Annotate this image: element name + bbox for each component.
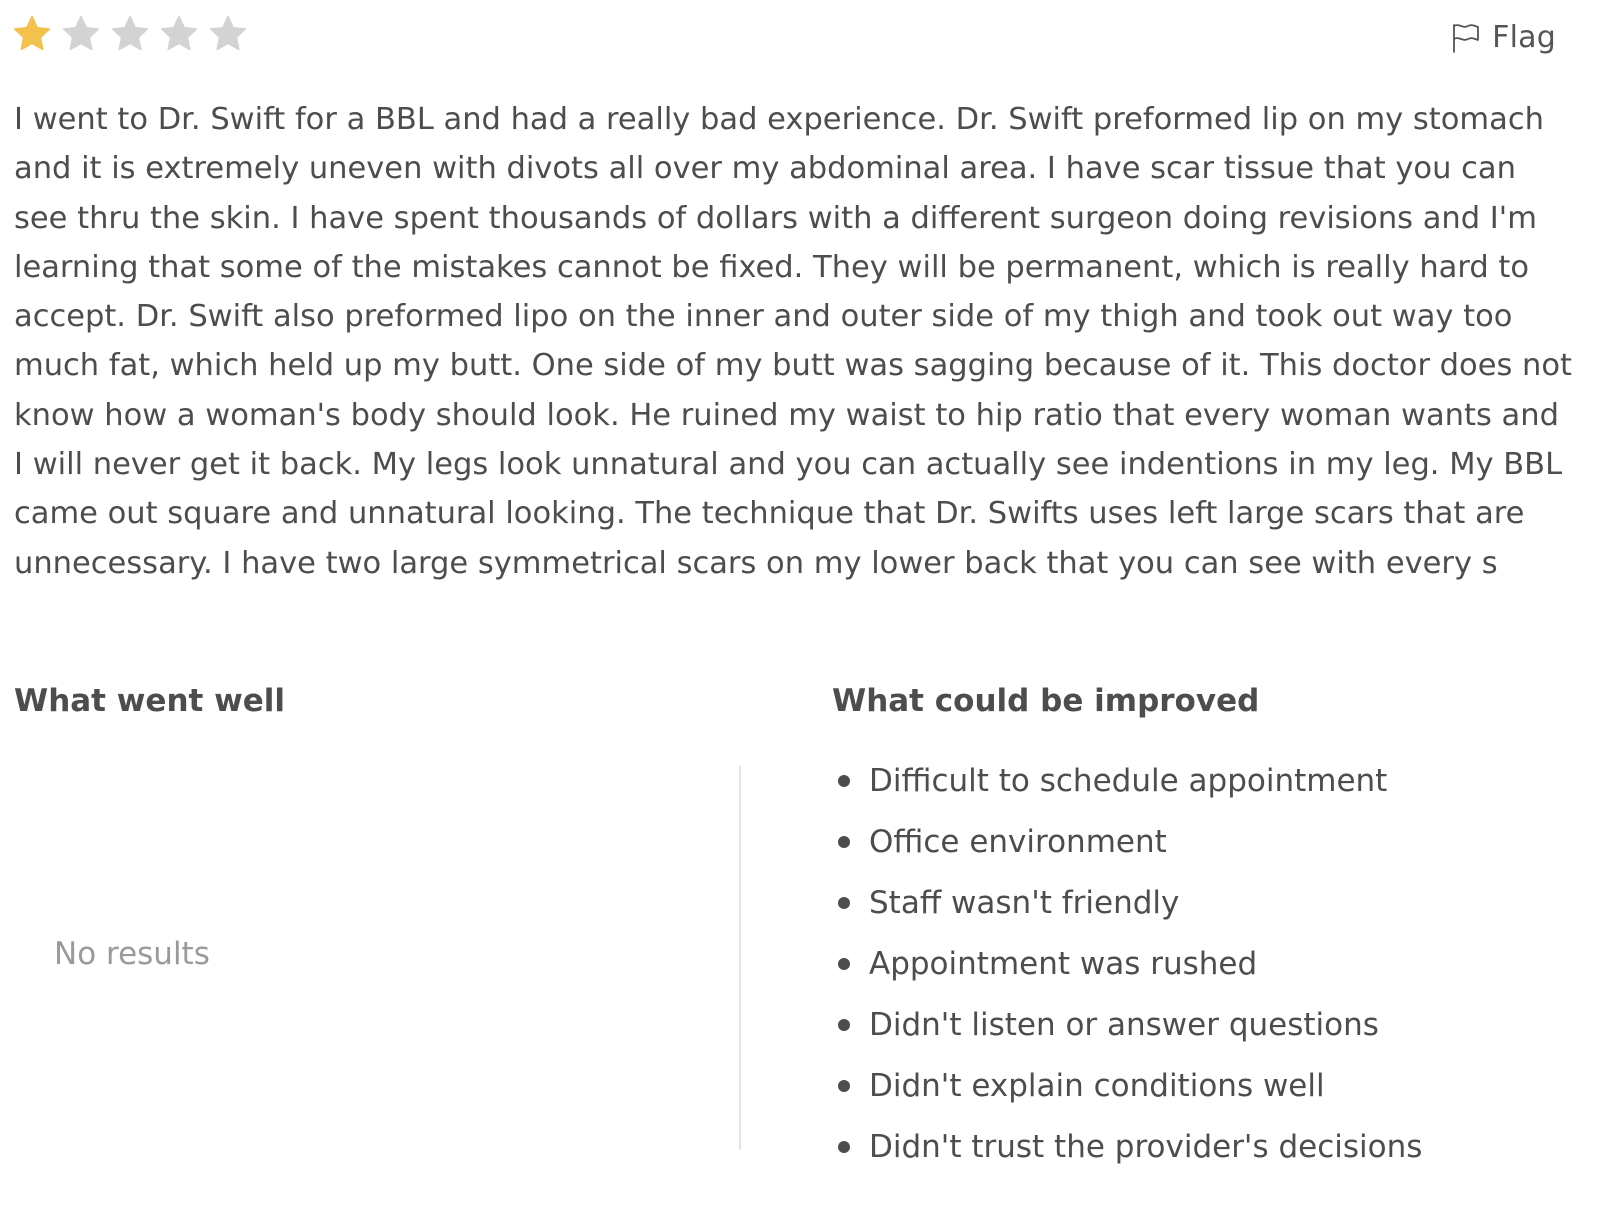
flag-icon [1450, 22, 1482, 54]
list-item-label: Appointment was rushed [869, 945, 1258, 982]
star-rating [12, 14, 248, 54]
list-item-label: Staff wasn't friendly [869, 884, 1180, 921]
star-empty-icon [110, 14, 150, 54]
list-item [838, 1116, 1422, 1177]
review-text: I went to Dr. Swift for a BBL and had a really bad experience. Dr. Swift preformed lip on my stomach and it is extremely uneven with divots all over my abdominal area. I have scar tissue that you can see thru the skin. I have spent thousands of dollars with a different surgeon doing revisions and I'm learning that some of the mistakes cannot be fixed. They will be permanent, which is really hard to accept. Dr. Swift also preformed lipo on the inner and outer side of my thigh and took out way too much fat, which held up my butt. One side of my butt was sagging because of it. This doctor does not know how a woman's body should look. He ruined my waist to hip ratio that every woman wants and I will never get it back. My legs look unnatural and you can actually see indentions in my leg. My BBL came out square and unnatural looking. The technique that Dr. Swifts uses left large scars that are unnecessary. I have two large symmetrical scars on my lower back that you can see with every s [14, 102, 1573, 581]
star-empty-icon [208, 14, 248, 54]
bullet-icon [838, 1080, 850, 1092]
list-item [838, 872, 1422, 933]
list-item-label: Didn't listen or answer questions [869, 1006, 1379, 1043]
what-went-well-heading: What went well [14, 683, 286, 719]
bullet-icon [838, 1141, 850, 1153]
star-filled-icon [12, 14, 52, 54]
flag-button[interactable] [1450, 20, 1556, 55]
flag-label: Flag [1492, 20, 1556, 55]
list-item-label: Office environment [869, 823, 1167, 860]
improvement-list [838, 750, 1422, 1177]
list-item [838, 750, 1422, 811]
no-results-text: No results [54, 936, 210, 972]
list-item-label: Didn't explain conditions well [869, 1067, 1325, 1104]
star-empty-icon [61, 14, 101, 54]
list-item [838, 1055, 1422, 1116]
bullet-icon [838, 958, 850, 970]
bullet-icon [838, 897, 850, 909]
list-item [838, 933, 1422, 994]
star-empty-icon [159, 14, 199, 54]
list-item [838, 811, 1422, 872]
list-item [838, 994, 1422, 1055]
bullet-icon [838, 836, 850, 848]
list-item-label: Didn't trust the provider's decisions [869, 1128, 1423, 1165]
list-item-label: Difficult to schedule appointment [869, 762, 1388, 799]
column-divider [739, 766, 741, 1150]
what-could-be-improved-heading: What could be improved [832, 683, 1260, 719]
bullet-icon [838, 775, 850, 787]
bullet-icon [838, 1019, 850, 1031]
